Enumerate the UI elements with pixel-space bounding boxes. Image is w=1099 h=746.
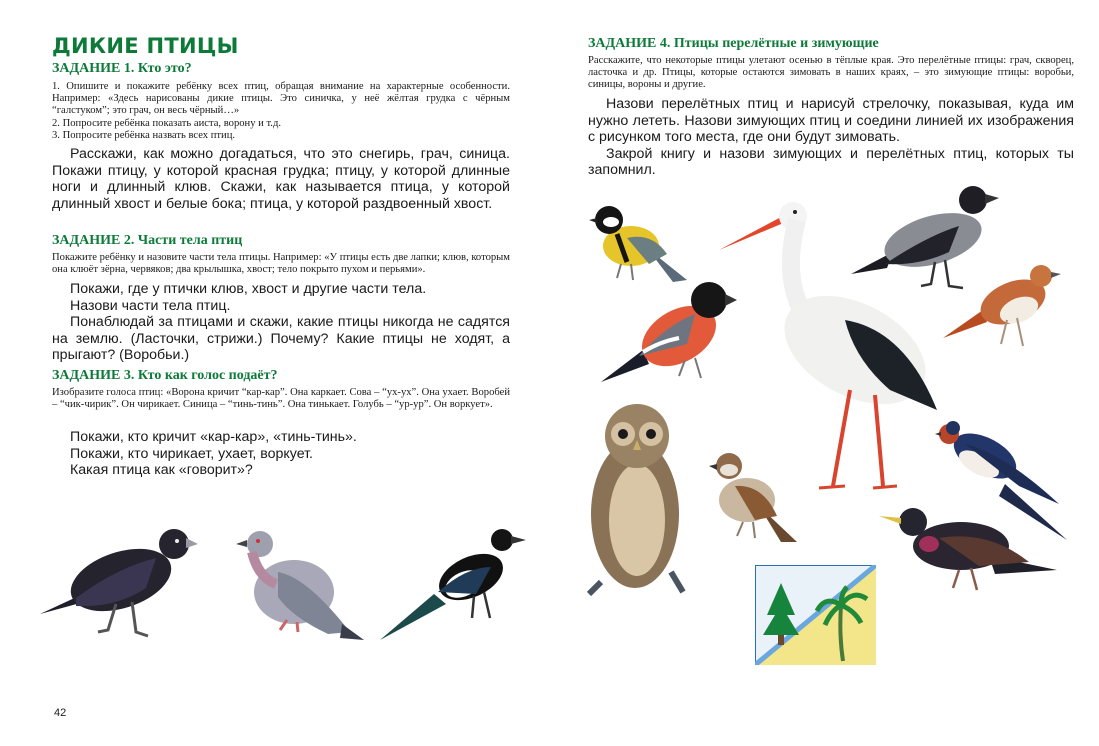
task3-paragraph: Покажи, кто чирикает, ухает, воркует.	[70, 445, 313, 462]
task4-text	[588, 96, 1074, 179]
task4-heading: ЗАДАНИЕ 4. Птицы перелётные и зимующие	[588, 36, 879, 51]
task2-heading: ЗАДАНИЕ 2. Части тела птиц	[52, 233, 243, 248]
task3-paragraph: Какая птица как «говорит»?	[70, 462, 253, 478]
task2-instructions	[52, 252, 510, 276]
task2-paragraph: Назови части тела птиц.	[70, 297, 231, 314]
task3-text	[52, 429, 510, 479]
task4-instructions	[588, 55, 1074, 92]
task3-heading: ЗАДАНИЕ 3. Кто как голос подаёт?	[52, 368, 278, 383]
task1-heading: ЗАДАНИЕ 1. Кто это?	[52, 61, 192, 76]
task3-instruction: Изобразите голоса птиц: «Ворона кричит “кар-кар”. Она каркает. Сова – “ух-ух”. Она ухает. Воробей – “чик-чирик”. Он чирикает. Синица – “тинь-тинь”. Она тинькает. Голубь – “ур-ур”. Он воркует».	[52, 387, 510, 411]
task2-paragraph: Покажи, где у птички клюв, хвост и другие части тела.	[70, 281, 427, 297]
task1-paragraph: Расскажи, как можно догадаться, что это снегирь, грач, синица. Покажи птицу, у которой красная грудка; птицу, у которой длинные ноги и длинный клюв. Скажи, как называется птица, у которой длинный хвост и белые бока; птица, у которой раздвоенный хвост.	[52, 146, 510, 212]
task1-instruction: 1. Опишите и покажите ребёнку всех птиц, обращая внимание на характерные особенности. Например: «Здесь нарисованы дикие птицы. Это синичка, у неё жёлтая грудка с чёрным “галстуком”; это грач, он весь чёрный…»	[52, 81, 510, 117]
left-page	[0, 0, 549, 746]
task1-text	[52, 146, 510, 212]
task3-paragraph: Покажи, кто кричит «кар-кар», «тинь-тинь».	[70, 429, 357, 445]
starling-illustration	[879, 500, 1059, 594]
winter-migration-habitat-icon	[755, 565, 876, 665]
task1-instruction: 2. Попросите ребёнка показать аиста, ворону и т.д.	[52, 117, 281, 129]
page-title: ДИКИЕ ПТИЦЫ	[52, 34, 239, 58]
task1-instructions	[52, 81, 510, 142]
right-page	[549, 0, 1099, 746]
task2-paragraph: Понаблюдай за птицами и скажи, какие птицы никогда не садятся на землю. (Ласточки, стрижи.) Почему? Какие птицы не ходят, а прыгают? (Воробьи.)	[52, 314, 510, 363]
nightingale-illustration	[941, 260, 1061, 356]
task1-instruction: 3. Попросите ребёнка назвать всех птиц.	[52, 129, 236, 141]
pigeon-illustration	[232, 522, 368, 644]
magpie-illustration	[376, 522, 528, 644]
task2-instruction: Покажите ребёнку и назовите части тела птицы. Например: «У птицы есть две лапки; клюв, которым она клюёт зёрна, червяков; два крылышка, хвост; тело покрыто пухом и перьями».	[52, 252, 510, 276]
sparrow-illustration	[707, 446, 799, 546]
bullfinch-illustration	[599, 272, 739, 394]
task4-paragraph: Закрой книгу и назови зимующих и перелётных птиц, которых ты запомнил.	[588, 145, 1074, 178]
page-number: 42	[54, 707, 67, 719]
task3-instructions	[52, 387, 510, 411]
task4-instruction: Расскажите, что некоторые птицы улетают осенью в тёплые края. Это перелётные птицы: грач, скворец, ласточка и др. Птицы, которые остаются зимовать в наших краях, – это зимующие птицы: воробьи, синицы, вороны и другие.	[588, 55, 1074, 91]
rook-illustration	[36, 518, 201, 646]
owl-illustration	[581, 402, 691, 598]
task2-text	[52, 281, 510, 364]
task4-paragraph: Назови перелётных птиц и нарисуй стрелочку, показывая, куда им нужно лететь. Назови зимующих птиц и соедини линией их изображения с рисунком того места, где они будут зимовать.	[588, 96, 1074, 145]
